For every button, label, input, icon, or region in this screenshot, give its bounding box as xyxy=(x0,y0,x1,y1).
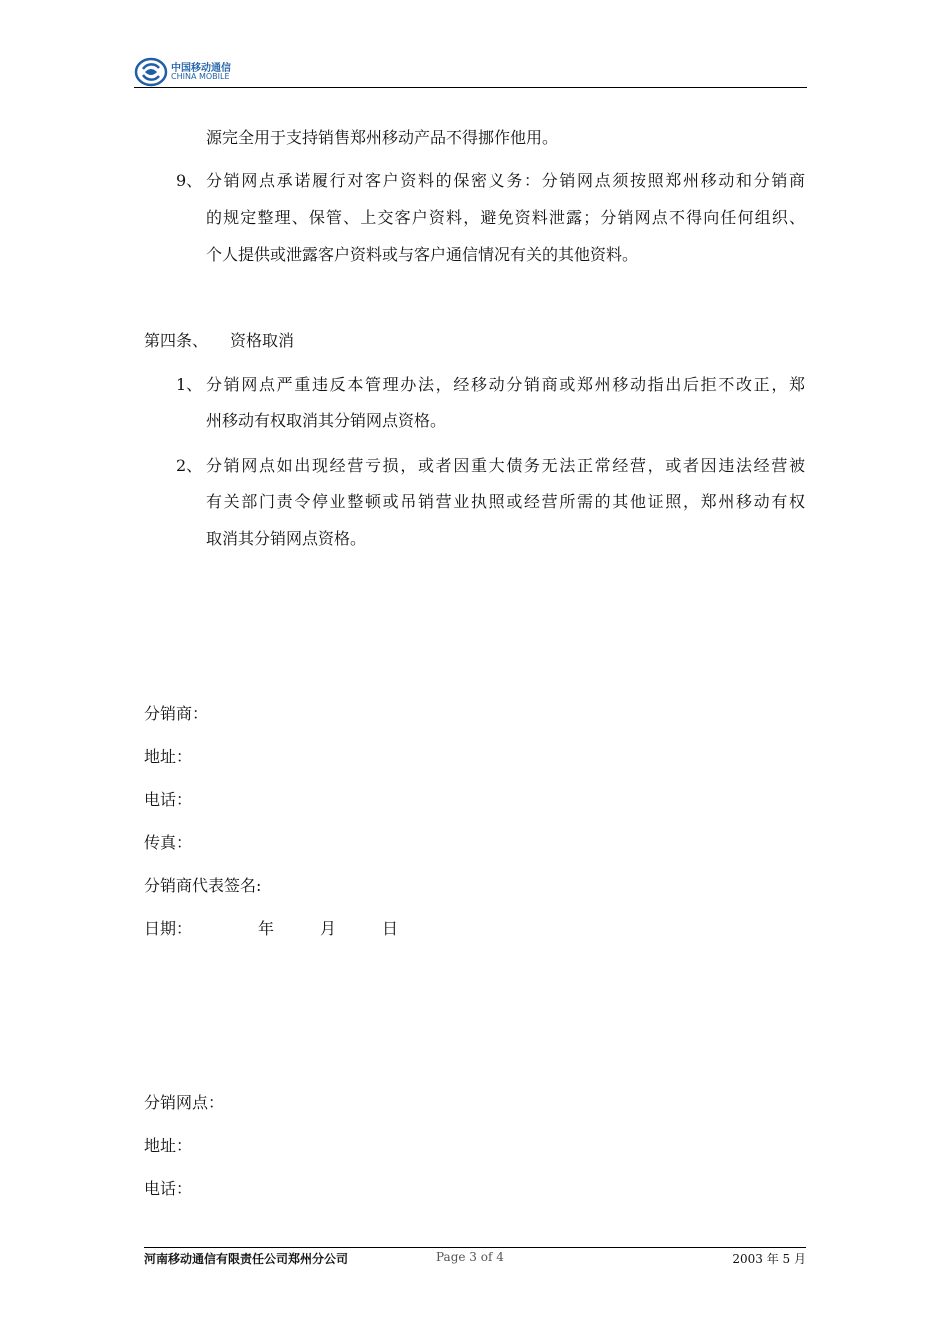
item-9-line-2: 的规定整理、保管、上交客户资料，避免资料泄露；分销网点不得向任何组织、 xyxy=(206,208,805,227)
distributor-rep-signature-label: 分销商代表签名: xyxy=(144,876,262,895)
logo-text-chinese: 中国移动通信 xyxy=(171,63,231,74)
footer-date: 2003 年 5 月 xyxy=(732,1252,806,1266)
continuation-line: 源完全用于支持销售郑州移动产品不得挪作他用。 xyxy=(206,128,559,147)
outlet-label: 分销网点： xyxy=(144,1093,225,1112)
logo-text-english: CHINA MOBILE xyxy=(171,72,230,81)
outlet-address-label: 地址： xyxy=(144,1136,193,1155)
distributor-label: 分销商： xyxy=(144,704,209,723)
date-day-label: 日 xyxy=(382,919,399,938)
date-label: 日期： xyxy=(144,919,193,938)
china-mobile-logo xyxy=(134,55,244,89)
article-4-item-2-line-1: 分销网点如出现经营亏损，或者因重大债务无法正常经营，或者因违法经营被 xyxy=(206,456,805,475)
item-9-line-1: 分销网点承诺履行对客户资料的保密义务：分销网点须按照郑州移动和分销商 xyxy=(206,171,805,190)
article-4-item-1-line-1: 分销网点严重违反本管理办法，经移动分销商或郑州移动指出后拒不改正，郑 xyxy=(206,375,805,394)
date-month-label: 月 xyxy=(320,919,337,938)
item-9-line-3: 个人提供或泄露客户资料或与客户通信情况有关的其他资料。 xyxy=(206,245,639,264)
article-4-item-1-number: 1、 xyxy=(176,375,203,394)
article-4-title: 资格取消 xyxy=(230,331,295,350)
article-4-item-2-line-3: 取消其分销网点资格。 xyxy=(206,529,367,548)
article-4-item-1-line-2: 州移动有权取消其分销网点资格。 xyxy=(206,411,447,430)
distributor-fax-label: 传真： xyxy=(144,833,193,852)
distributor-phone-label: 电话： xyxy=(144,790,193,809)
outlet-phone-label: 电话： xyxy=(144,1179,193,1198)
china-mobile-logo-icon xyxy=(134,55,168,89)
article-4-item-2-line-2: 有关部门责令停业整顿或吊销营业执照或经营所需的其他证照，郑州移动有权 xyxy=(206,492,805,511)
footer-rule xyxy=(144,1247,806,1248)
item-9-number: 9、 xyxy=(176,171,203,190)
article-4-label: 第四条、 xyxy=(144,331,209,350)
date-year-label: 年 xyxy=(258,919,275,938)
footer-page-number: Page 3 of 4 xyxy=(436,1250,504,1264)
article-4-item-2-number: 2、 xyxy=(176,456,203,475)
distributor-address-label: 地址： xyxy=(144,747,193,766)
footer-company: 河南移动通信有限责任公司郑州分公司 xyxy=(144,1252,349,1266)
header-rule xyxy=(134,87,807,88)
